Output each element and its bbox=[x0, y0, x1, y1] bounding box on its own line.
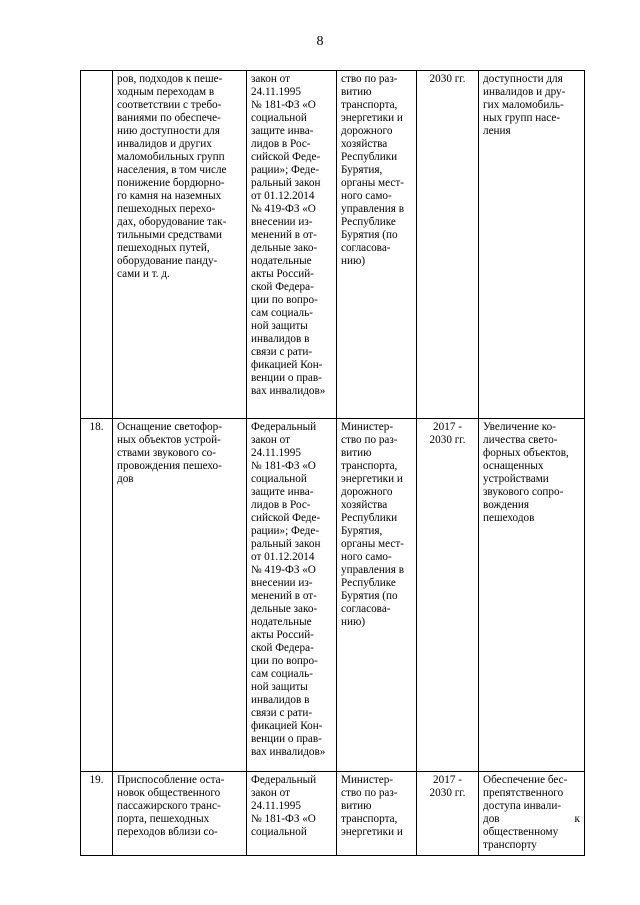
executor-cell: Министер- ство по раз- витию транспорта, энергетики и дорожного хозяйства Республики Бурятия, органы мест- ного само- управления в Республике Бурятия (по согласова- нию) bbox=[337, 419, 417, 772]
result-cell: Обеспечение бес- препятственного доступа инвали- дов к общественному транспорту bbox=[479, 772, 585, 856]
legal-basis-cell: закон от 24.11.1995 № 181-ФЗ «О социальной защите инва- лидов в Рос- сийской Феде- рации»; Феде- ральный закон от 01.12.2014 № 419-ФЗ «О внесении из- менений в от- дельные зако- нодательные акты Россий- ской Федера- ции по вопро- сам социаль- ной защиты инвалидов в связи с рати- фикацией Кон- венции о прав- вах инвалидов» bbox=[247, 71, 337, 419]
legal-basis-cell: Федеральный закон от 24.11.1995 № 181-ФЗ «О социальной bbox=[247, 772, 337, 856]
table-row bbox=[81, 71, 585, 419]
executor-cell: Министер- ство по раз- витию транспорта, энергетики и bbox=[337, 772, 417, 856]
measure-cell: Оснащение светофор- ных объектов устрой- ствами звукового со- провождения пешехо- дов bbox=[113, 419, 247, 772]
row-number: 19. bbox=[81, 772, 113, 856]
measure-cell: ров, подходов к пеше- ходным переходам в соответствии с требо- ваниями по обеспече- нию доступности для инвалидов и других маломобильных групп населения, в том числе понижение бордюрно- го камня на наземных пешеходных перехо- дах, оборудование так- тильными средствами пешеходных путей, оборудование панду- сами и т. д. bbox=[113, 71, 247, 419]
page-number: 8 bbox=[316, 34, 324, 49]
measures-table bbox=[80, 70, 585, 856]
table-row bbox=[81, 419, 585, 772]
legal-basis-cell: Федеральный закон от 24.11.1995 № 181-ФЗ «О социальной защите инва- лидов в Рос- сийской Феде- рации»; Феде- ральный закон от 01.12.2014 № 419-ФЗ «О внесении из- менений в от- дельные зако- нодательные акты Россий- ской Федера- ции по вопро- сам социаль- ной защиты инвалидов в связи с рати- фикацией Кон- венции о прав- вах инвалидов» bbox=[247, 419, 337, 772]
result-cell: Увеличение ко- личества свето- форных объектов, оснащенных устройствами звукового сопро- вождения пешеходов bbox=[479, 419, 585, 772]
executor-cell: ство по раз- витию транспорта, энергетики и дорожного хозяйства Республики Бурятия, органы мест- ного само- управления в Республике Бурятия (по согласова- нию) bbox=[337, 71, 417, 419]
term-cell: 2017 - 2030 гг. bbox=[417, 419, 479, 772]
measure-cell: Приспособление оста- новок общественного пассажирского транс- порта, пешеходных переходов вблизи со- bbox=[113, 772, 247, 856]
term-cell: 2017 - 2030 гг. bbox=[417, 772, 479, 856]
table-row bbox=[81, 772, 585, 856]
term-cell: 2030 гг. bbox=[417, 71, 479, 419]
row-number bbox=[81, 71, 113, 419]
row-number: 18. bbox=[81, 419, 113, 772]
result-cell: доступности для инвалидов и дру- гих маломобиль- ных групп насе- ления bbox=[479, 71, 585, 419]
